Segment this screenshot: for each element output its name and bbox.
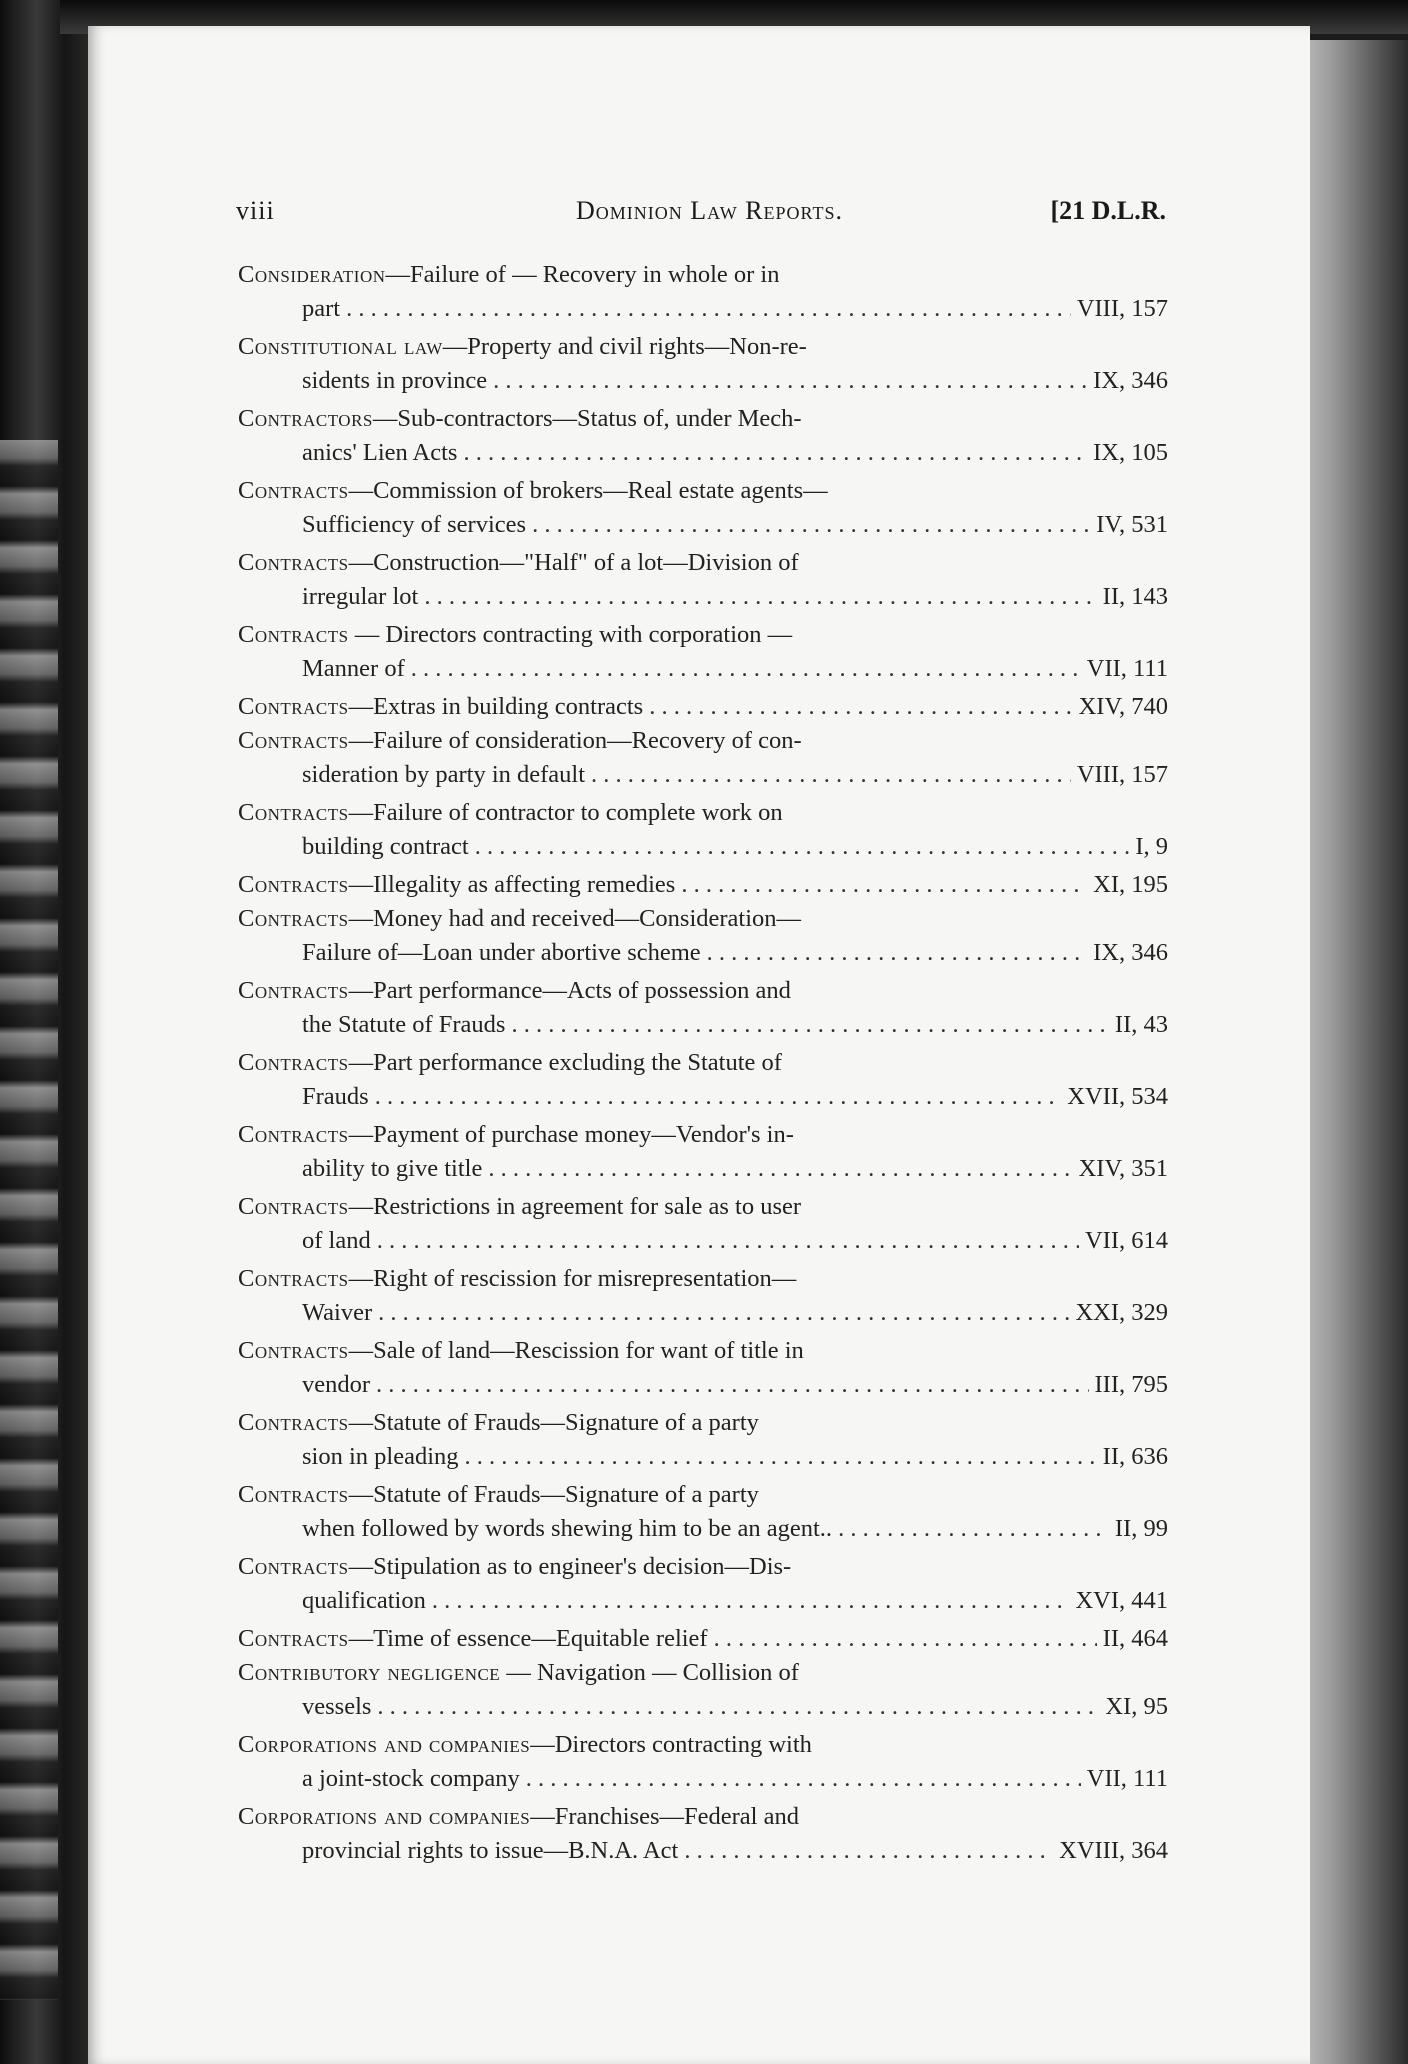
entry-continuation: anics' Lien Acts — [302, 439, 458, 466]
dot-leader — [424, 580, 1096, 614]
dot-leader — [493, 364, 1087, 398]
index-entry — [238, 1406, 1168, 1474]
entry-subject: —Right of rescission for misrepresentation— — [348, 1265, 797, 1292]
entry-heading: Contracts — [238, 1121, 349, 1148]
entry-subject: —Time of essence—Equitable relief — [348, 1625, 708, 1652]
entry-heading: Contractors — [238, 405, 373, 432]
volume-page-reference: II, 143 — [1102, 583, 1168, 610]
volume-page-reference: II, 99 — [1114, 1515, 1168, 1542]
dot-leader — [346, 292, 1071, 326]
entry-heading: Contracts — [238, 477, 349, 504]
index-entry — [238, 1550, 1168, 1618]
entry-heading: Contracts — [238, 1049, 349, 1076]
entry-continuation-line — [238, 1834, 1168, 1868]
entry-continuation-line — [238, 1008, 1168, 1042]
dot-leader — [375, 1080, 1062, 1114]
entry-heading: Consideration — [238, 261, 386, 288]
index-entry — [238, 1622, 1168, 1656]
volume-page-reference: XI, 195 — [1093, 871, 1168, 898]
volume-page-reference: VII, 111 — [1086, 655, 1168, 682]
entry-continuation-line — [238, 1296, 1168, 1330]
entry-first-line — [238, 1406, 1168, 1440]
entry-heading: Contracts — [238, 1625, 349, 1652]
entry-first-line — [238, 1262, 1168, 1296]
volume-page-reference: I, 9 — [1135, 833, 1168, 860]
volume-reference: [21 D.L.R. — [1050, 196, 1166, 225]
entry-continuation-line — [238, 1512, 1168, 1546]
dot-leader — [465, 1440, 1097, 1474]
index-entry — [238, 1046, 1168, 1114]
entry-subject: —Statute of Frauds—Signature of a party — [348, 1409, 759, 1436]
entry-subject: —Failure of consideration—Recovery of con- — [348, 727, 802, 754]
entry-continuation: the Statute of Frauds — [302, 1011, 506, 1038]
volume-page-reference: III, 795 — [1094, 1371, 1168, 1398]
index-entry — [238, 1478, 1168, 1546]
entry-single-line — [238, 690, 1168, 724]
entry-continuation: Failure of—Loan under abortive scheme — [302, 939, 701, 966]
entry-subject: —Property and civil rights—Non-re- — [442, 333, 807, 360]
entry-subject: —Restrictions in agreement for sale as to user — [348, 1193, 802, 1220]
entry-heading: Contracts — [238, 799, 349, 826]
entry-continuation-line — [238, 1080, 1168, 1114]
index-entry — [238, 546, 1168, 614]
volume-page-reference: XIV, 351 — [1078, 1155, 1168, 1182]
entry-continuation: building contract — [302, 833, 469, 860]
entry-continuation-line — [238, 1584, 1168, 1618]
entry-subject: — Navigation — Collision of — [500, 1659, 799, 1686]
entry-first-line — [238, 974, 1168, 1008]
index-entry — [238, 1262, 1168, 1330]
entry-first-line — [238, 1656, 1168, 1690]
index-entry — [238, 1334, 1168, 1402]
entry-subject: —Failure of contractor to complete work on — [348, 799, 783, 826]
entry-continuation: of land — [302, 1227, 371, 1254]
entry-first-line — [238, 618, 1168, 652]
dot-leader — [378, 1296, 1069, 1330]
entry-subject: —Stipulation as to engineer's decision—Dis- — [348, 1553, 792, 1580]
volume-page-reference: II, 636 — [1102, 1443, 1168, 1470]
entry-subject: —Part performance—Acts of possession and — [348, 977, 791, 1004]
dot-leader — [463, 436, 1087, 470]
entry-first-line — [238, 1550, 1168, 1584]
index-entry — [238, 868, 1168, 902]
entry-continuation-line — [238, 508, 1168, 542]
volume-page-reference: XIV, 740 — [1078, 693, 1168, 720]
entry-subject: —Directors contracting with — [530, 1731, 812, 1758]
entry-continuation: part — [302, 295, 341, 322]
entry-first-line — [238, 258, 1168, 292]
index-entry — [238, 690, 1168, 724]
index-entry — [238, 474, 1168, 542]
entry-heading: Contracts — [238, 871, 349, 898]
entry-continuation-line — [238, 652, 1168, 686]
entry-continuation: Frauds — [302, 1083, 369, 1110]
entry-continuation: Sufficiency of services — [302, 511, 527, 538]
entry-heading: Corporations and companies — [238, 1803, 531, 1830]
dot-leader — [707, 936, 1087, 970]
entry-heading: Contracts — [238, 1553, 349, 1580]
entry-continuation: vessels — [302, 1693, 372, 1720]
entry-single-line — [238, 868, 1168, 902]
volume-page-reference: IX, 346 — [1093, 939, 1168, 966]
volume-page-reference: VII, 111 — [1086, 1765, 1168, 1792]
volume-page-reference: VII, 614 — [1084, 1227, 1168, 1254]
volume-page-reference: VIII, 157 — [1076, 761, 1168, 788]
entry-first-line — [238, 402, 1168, 436]
entry-subject: —Construction—"Half" of a lot—Division of — [348, 549, 799, 576]
entry-first-line — [238, 1800, 1168, 1834]
entry-heading: Contracts — [238, 727, 349, 754]
entry-continuation: sidents in province — [302, 367, 488, 394]
dot-leader — [377, 1224, 1079, 1258]
volume-page-reference: XXI, 329 — [1075, 1299, 1168, 1326]
index-entry — [238, 724, 1168, 792]
entry-continuation-line — [238, 936, 1168, 970]
entry-heading: Contracts — [238, 549, 349, 576]
book-binding — [0, 0, 92, 2064]
dot-leader — [649, 690, 1072, 724]
entry-continuation: ability to give title — [302, 1155, 483, 1182]
entry-subject: —Franchises—Federal and — [530, 1803, 799, 1830]
entry-single-line — [238, 1622, 1168, 1656]
entry-continuation: provincial rights to issue—B.N.A. Act — [302, 1837, 679, 1864]
dot-leader — [376, 1368, 1088, 1402]
entry-heading: Contracts — [238, 1193, 349, 1220]
dot-leader — [488, 1152, 1072, 1186]
entry-continuation-line — [238, 364, 1168, 398]
entry-continuation-line — [238, 758, 1168, 792]
page-edge — [1300, 40, 1408, 2064]
dot-leader — [591, 758, 1071, 792]
entry-continuation: vendor — [302, 1371, 371, 1398]
entry-continuation: when followed by words shewing him to be an agent.. — [302, 1515, 833, 1542]
volume-page-reference: IX, 105 — [1093, 439, 1168, 466]
dot-leader — [714, 1622, 1097, 1656]
dot-leader — [511, 1008, 1108, 1042]
volume-page-reference: II, 464 — [1102, 1625, 1168, 1652]
entry-heading: Contracts — [238, 905, 349, 932]
dot-leader — [684, 1834, 1053, 1868]
index-entry — [238, 618, 1168, 686]
entry-continuation: a joint-stock company — [302, 1765, 520, 1792]
volume-page-reference: II, 43 — [1114, 1011, 1168, 1038]
entry-first-line — [238, 1334, 1168, 1368]
volume-page-reference: XVII, 534 — [1067, 1083, 1168, 1110]
entry-continuation-line — [238, 1368, 1168, 1402]
entry-continuation: sideration by party in default — [302, 761, 586, 788]
dot-leader — [838, 1512, 1109, 1546]
entry-continuation-line — [238, 1440, 1168, 1474]
entry-heading: Contracts — [238, 1481, 349, 1508]
index-entry — [238, 1728, 1168, 1796]
entry-continuation: sion in pleading — [302, 1443, 459, 1470]
entry-first-line — [238, 1046, 1168, 1080]
index-entry — [238, 402, 1168, 470]
dot-leader — [475, 830, 1130, 864]
volume-page-reference: XVIII, 364 — [1059, 1837, 1168, 1864]
entry-subject: —Sub-contractors—Status of, under Mech- — [372, 405, 802, 432]
dot-leader — [681, 868, 1087, 902]
entry-continuation-line — [238, 1152, 1168, 1186]
volume-page-reference: XVI, 441 — [1075, 1587, 1168, 1614]
entry-subject: —Extras in building contracts — [348, 693, 644, 720]
entry-heading: Contracts — [238, 693, 349, 720]
volume-page-reference: IV, 531 — [1096, 511, 1168, 538]
binding-spine-texture — [0, 440, 58, 2000]
entry-continuation-line — [238, 580, 1168, 614]
entry-first-line — [238, 1190, 1168, 1224]
dot-leader — [377, 1690, 1099, 1724]
entry-subject: —Part performance excluding the Statute of — [348, 1049, 782, 1076]
index-entry — [238, 902, 1168, 970]
entry-continuation-line — [238, 1762, 1168, 1796]
entry-first-line — [238, 902, 1168, 936]
index-entry — [238, 1800, 1168, 1868]
entry-continuation-line — [238, 292, 1168, 326]
entry-continuation-line — [238, 436, 1168, 470]
volume-page-reference: XI, 95 — [1105, 1693, 1168, 1720]
index-entry — [238, 1118, 1168, 1186]
entry-first-line — [238, 724, 1168, 758]
entry-subject: —Illegality as affecting remedies — [348, 871, 676, 898]
dot-leader — [532, 508, 1090, 542]
entry-first-line — [238, 474, 1168, 508]
entry-continuation: Waiver — [302, 1299, 373, 1326]
index-entry — [238, 1656, 1168, 1724]
entry-subject: — Directors contracting with corporation — — [348, 621, 793, 648]
entry-continuation-line — [238, 830, 1168, 864]
volume-page-reference: IX, 346 — [1093, 367, 1168, 394]
entry-heading: Corporations and companies — [238, 1731, 531, 1758]
dot-leader — [411, 652, 1081, 686]
dot-leader — [526, 1762, 1081, 1796]
entry-first-line — [238, 1478, 1168, 1512]
entry-first-line — [238, 796, 1168, 830]
page-number: viii — [236, 196, 275, 225]
dot-leader — [432, 1584, 1070, 1618]
entry-heading: Contracts — [238, 1409, 349, 1436]
index-entry — [238, 796, 1168, 864]
entry-subject: —Payment of purchase money—Vendor's in- — [348, 1121, 794, 1148]
running-title: Dominion Law Reports. — [576, 196, 843, 225]
entry-subject: —Commission of brokers—Real estate agents— — [348, 477, 828, 504]
entry-continuation: Manner of — [302, 655, 405, 682]
index-entry — [238, 1190, 1168, 1258]
entry-continuation-line — [238, 1224, 1168, 1258]
entry-heading: Contracts — [238, 1265, 349, 1292]
volume-page-reference: VIII, 157 — [1076, 295, 1168, 322]
entry-first-line — [238, 1118, 1168, 1152]
entry-heading: Contracts — [238, 621, 349, 648]
entry-continuation: irregular lot — [302, 583, 419, 610]
entry-heading: Contracts — [238, 1337, 349, 1364]
index-entry — [238, 258, 1168, 326]
entry-first-line — [238, 1728, 1168, 1762]
entry-heading: Contracts — [238, 977, 349, 1004]
entry-first-line — [238, 546, 1168, 580]
index-entry — [238, 330, 1168, 398]
entry-subject: —Money had and received—Consideration— — [348, 905, 802, 932]
entry-subject: —Failure of — Recovery in whole or in — [385, 261, 780, 288]
page-header — [236, 196, 1166, 240]
entry-heading: Constitutional law — [238, 333, 443, 360]
entry-continuation-line — [238, 1690, 1168, 1724]
entry-subject: —Sale of land—Rescission for want of title in — [348, 1337, 804, 1364]
entry-subject: —Statute of Frauds—Signature of a party — [348, 1481, 759, 1508]
index-entry — [238, 974, 1168, 1042]
entry-first-line — [238, 330, 1168, 364]
entry-heading: Contributory negligence — [238, 1659, 501, 1686]
entry-continuation: qualification — [302, 1587, 426, 1614]
